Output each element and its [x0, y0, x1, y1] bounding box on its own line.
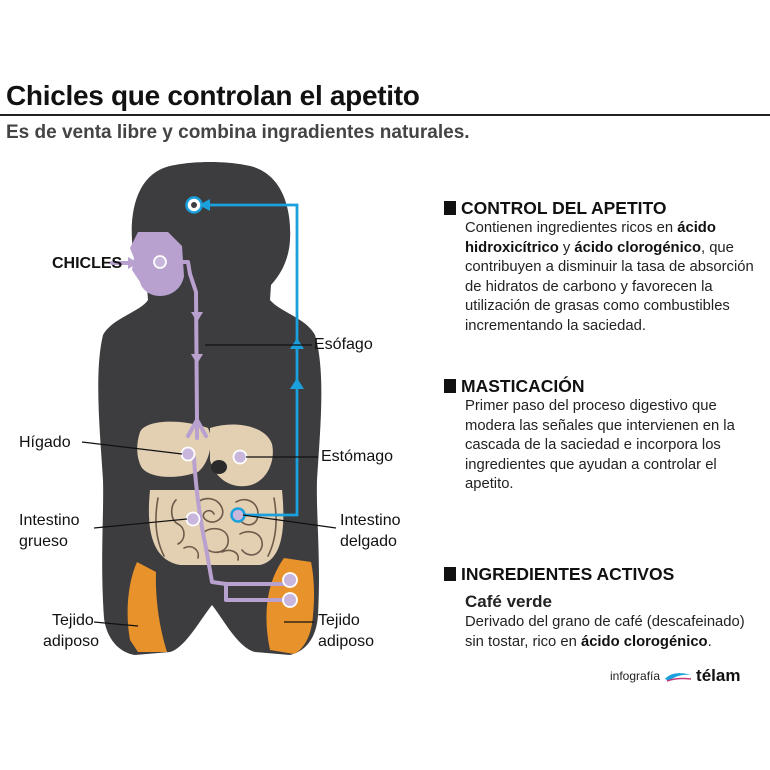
credit-text: infografía [610, 669, 661, 683]
section-heading-text: MASTICACIÓN [461, 376, 585, 396]
body-bold-text: ácido hidroxicítrico [465, 220, 716, 256]
bullet-square-icon [444, 567, 456, 581]
body-diagram [0, 160, 440, 660]
section-control-apetito [444, 197, 762, 337]
section-heading-text: CONTROL DEL APETITO [461, 198, 667, 218]
label-tejido-right-line1: Tejido [318, 612, 360, 629]
body-text: , que contribuyen a disminuir la tasa de absorción de hidratos de carbono y favorecen la utilización de grasas como combustibles incrementando la saciedad. [465, 239, 754, 334]
label-tejido-left-line2: adiposo [43, 633, 100, 650]
organ-shadow [211, 460, 227, 474]
body-bold-text: ácido clorogénico [574, 239, 701, 256]
label-tejido-right-line2: adiposo [318, 633, 375, 650]
label-chicles: CHICLES [52, 255, 123, 272]
body-bold-text: ácido clorogénico [580, 633, 708, 650]
section-heading [444, 563, 762, 585]
brain-node-center [191, 202, 197, 208]
label-higado: Hígado [19, 434, 71, 451]
bullet-square-icon [444, 379, 456, 393]
bullet-square-icon [444, 201, 456, 215]
page-title: Chicles que controlan el apetito [6, 80, 420, 111]
section-subheading: Café verde [465, 592, 552, 611]
section-heading [444, 375, 762, 397]
title-divider [0, 114, 770, 116]
section-heading-text: INGREDIENTES ACTIVOS [461, 564, 675, 584]
section-ingredientes-activos [444, 563, 762, 652]
credit [610, 666, 740, 686]
body-text: . [707, 633, 712, 650]
body-text: y [558, 239, 575, 256]
section-body [465, 613, 762, 652]
label-intestino-delgado-line2: delgado [340, 533, 397, 550]
label-intestino-grueso-line2: grueso [19, 533, 68, 550]
label-intestino-delgado-line1: Intestino [340, 512, 401, 529]
liver [137, 422, 211, 477]
section-masticacion [444, 375, 762, 495]
section-body: Primer paso del proceso digestivo que modera las señales que intervienen en la cascada de la saciedad e incorpora los ingredientes que ayudan a controlar el apetito. [465, 398, 735, 493]
label-esofago: Esófago [314, 336, 373, 353]
intestine-signal-node [232, 509, 245, 522]
credit-brand: télam [696, 666, 741, 685]
body-text: Contienen ingredientes ricos en [465, 220, 678, 236]
label-tejido-left-line1: Tejido [52, 612, 94, 629]
section-body [465, 219, 762, 337]
section-heading [444, 197, 762, 219]
page-subtitle: Es de venta libre y combina ingradientes naturales. [6, 122, 470, 143]
label-intestino-grueso-line1: Intestino [19, 512, 80, 529]
body-text: Derivado del grano de café (descafeinado) sin tostar, rico en [465, 614, 745, 650]
label-estomago: Estómago [321, 448, 394, 465]
telam-swoosh-icon [663, 669, 693, 683]
